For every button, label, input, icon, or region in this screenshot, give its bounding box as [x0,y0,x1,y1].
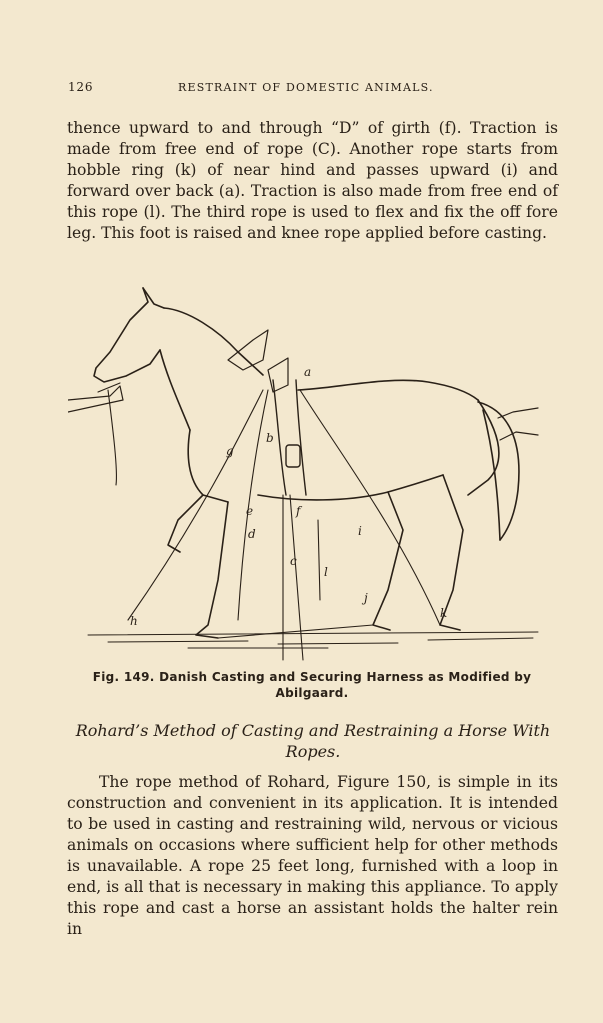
page-number: 126 [68,80,94,94]
figure-label-a: a [304,365,312,379]
horse-outline [94,288,519,638]
figure-label-h: h [130,614,138,628]
horse-harness-engraving [68,280,558,665]
figure-label-b: b [266,431,274,445]
surcingle-girth [273,380,306,495]
running-title: RESTRAINT OF DOMESTIC ANIMALS. [178,81,434,94]
figure-label-g: g [226,444,234,458]
figure-label-k: k [440,606,448,620]
body-paragraph-2: The rope method of Rohard, Figure 150, is simple in its construction and convenient in its application. It is intended to be used in casting and restraining wild, nervous or vicious animals on occasions where sufficient help for other methods is unavailable. A rope 25 feet long, furnished with a loop in end, is all that is necessary in making this appliance. To apply this rope and cast a horse an assistant holds the halter rein in [67,773,558,938]
body-paragraph-1: thence upward to and through “D” of girth (f). Traction is made from free end of rope (C). Another rope starts from hobble ring (k) of near hind and passes upward (i) and forward over back (a). Traction is also made from free end of this rope (l). The third rope is used to flex and fix the off fore leg. This foot is raised and knee rope applied before casting. [67,119,558,242]
ground-hatching [88,632,538,648]
figure-label-f: f [296,504,301,518]
handler-hands [68,330,538,440]
figure-label-j: j [364,591,368,605]
casting-ropes [98,383,440,660]
running-head [68,80,557,98]
figure-label-d: d [248,527,256,541]
figure-label-e: e [246,504,254,518]
figure-label-c: c [290,554,297,568]
figure-label-l: l [324,565,328,579]
figure-caption: Fig. 149. Danish Casting and Securing Harness as Modified by Abilgaard. [92,670,532,700]
figure-label-i: i [358,524,362,538]
figure-149-illustration [68,280,558,665]
section-heading: Rohard’s Method of Casting and Restraining a Horse With Ropes. [75,721,551,761]
